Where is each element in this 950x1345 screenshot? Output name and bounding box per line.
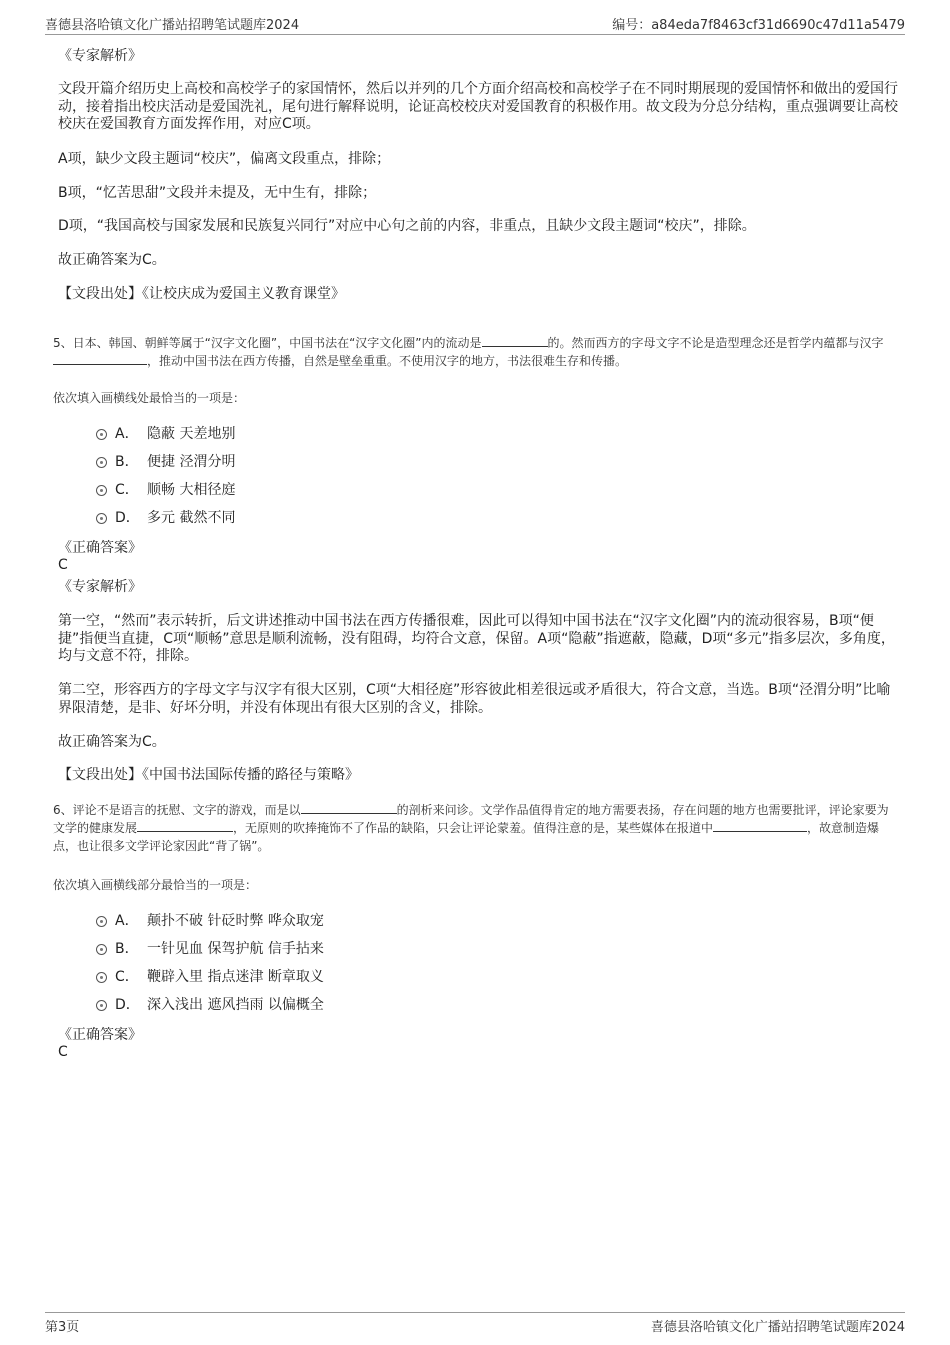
q6-text-part2: 的剖析来问诊。文学作品值得肯定的地方需要表扬，存在问题的地方也需要批评，评论家要为文学的健康发展 xyxy=(53,803,889,835)
q4-option-b-note: B项，“忆苦思甜”文段并未提及，无中生有，排除； xyxy=(58,185,377,201)
q5-conclusion: 故正确答案为C。 xyxy=(58,734,166,750)
q5-option-b[interactable] xyxy=(96,453,235,471)
radio-icon[interactable] xyxy=(96,916,107,927)
option-text: 颠扑不破 针砭时弊 哗众取宠 xyxy=(147,913,324,929)
q5-answer-heading: 《正确答案》 xyxy=(58,540,142,556)
q6-blank-2 xyxy=(137,819,233,832)
q6-option-b[interactable] xyxy=(96,940,324,958)
q6-option-a[interactable] xyxy=(96,912,324,930)
option-letter: C． xyxy=(115,482,139,498)
option-text: 一针见血 保驾护航 信手拈来 xyxy=(147,941,324,957)
option-text: 顺畅 大相径庭 xyxy=(147,482,236,498)
option-letter: C． xyxy=(115,969,139,985)
q6-option-d[interactable] xyxy=(96,996,324,1014)
q6-text-part1: 6、评论不是语言的抚慰、文字的游戏，而是以 xyxy=(53,803,301,817)
q5-option-d[interactable] xyxy=(96,509,235,527)
option-text: 深入浅出 遮风挡雨 以偏概全 xyxy=(147,997,324,1013)
q5-source: 【文段出处】《中国书法国际传播的路径与策略》 xyxy=(58,767,359,783)
q6-text-part4: ，故意制造爆点，也让很多文学评论家因此“背了锅”。 xyxy=(53,821,880,853)
q6-answer: C xyxy=(58,1044,68,1060)
option-letter: A． xyxy=(115,913,139,929)
q5-instruction: 依次填入画横线处最恰当的一项是： xyxy=(53,391,246,405)
option-letter: A． xyxy=(115,426,139,442)
q5-answer: C xyxy=(58,557,68,573)
option-letter: B． xyxy=(115,454,139,470)
q5-blank-2 xyxy=(53,352,147,365)
q4-option-a-note: A项，缺少文段主题词“校庆”，偏离文段重点，排除； xyxy=(58,151,391,167)
header-title: 喜德县洛哈镇文化广播站招聘笔试题库2024 xyxy=(45,18,300,33)
q5-blank-1 xyxy=(482,334,548,347)
option-text: 鞭辟入里 指点迷津 断章取义 xyxy=(147,969,324,985)
q4-analysis: 文段开篇介绍历史上高校和高校学子的家国情怀，然后以并列的几个方面介绍高校和高校学子在不同时期展现的爱国情怀和做出的爱国行动，接着指出校庆活动是爱国洗礼，尾句进行解释说明，论证高校校庆对爱国教育的积极作用。故文段为分总分结构，重点强调要让高校校庆在爱国教育方面发挥作用，对应C项。 xyxy=(58,81,898,132)
q6-answer-heading: 《正确答案》 xyxy=(58,1027,142,1043)
q6-instruction: 依次填入画横线部分最恰当的一项是： xyxy=(53,878,258,892)
footer-title: 喜德县洛哈镇文化广播站招聘笔试题库2024 xyxy=(650,1320,905,1335)
q5-option-a[interactable] xyxy=(96,425,235,443)
q6-blank-3 xyxy=(713,819,807,832)
q5-analysis-1: 第一空，“然而”表示转折，后文讲述推动中国书法在西方传播很难，因此可以得知中国书法在“汉字文化圈”内的流动很容易，B项“便捷”指便当直捷，C项“顺畅”意思是顺利流畅，没有阻碍，均符合文意，保留。A项“隐蔽”指遮蔽，隐藏，D项“多元”指多层次，多角度，均与文意不符，排除。 xyxy=(58,613,895,664)
q4-conclusion: 故正确答案为C。 xyxy=(58,252,166,268)
header-serial: 编号：a84eda7f8463cf31d6690c47d11a5479 xyxy=(612,18,905,33)
radio-icon[interactable] xyxy=(96,944,107,955)
page-header xyxy=(45,12,905,35)
q6-blank-1 xyxy=(301,801,397,814)
q6-option-c[interactable] xyxy=(96,968,324,986)
radio-icon[interactable] xyxy=(96,485,107,496)
q5-text-part3: ，推动中国书法在西方传播，自然是壁垒重重。不使用汉字的地方，书法很难生存和传播。 xyxy=(147,354,628,368)
q4-expert-heading: 《专家解析》 xyxy=(58,48,142,64)
page-footer xyxy=(45,1312,905,1335)
option-letter: D． xyxy=(115,510,140,526)
q5-analysis-2: 第二空，形容西方的字母文字与汉字有很大区别，C项“大相径庭”形容彼此相差很远或矛盾很大，符合文意，当选。B项“泾渭分明”比喻界限清楚，是非、好坏分明，并没有体现出有很大区别的含义，排除。 xyxy=(58,682,891,716)
q4-option-d-note: D项，“我国高校与国家发展和民族复兴同行”对应中心句之前的内容，非重点，且缺少文段主题词“校庆”，排除。 xyxy=(58,218,756,234)
option-text: 多元 截然不同 xyxy=(147,510,236,526)
q4-source: 【文段出处】《让校庆成为爱国主义教育课堂》 xyxy=(58,286,345,302)
option-letter: D． xyxy=(115,997,140,1013)
q5-text-part2: 的。然而西方的字母文字不论是造型理念还是哲学内蕴都与汉字 xyxy=(547,336,884,350)
radio-icon[interactable] xyxy=(96,972,107,983)
radio-icon[interactable] xyxy=(96,513,107,524)
q5-expert-heading: 《专家解析》 xyxy=(58,579,142,595)
option-text: 隐蔽 天差地别 xyxy=(147,426,236,442)
q5-text-part1: 5、日本、韩国、朝鲜等属于“汉字文化圈”，中国书法在“汉字文化圈”内的流动是 xyxy=(53,336,482,350)
radio-icon[interactable] xyxy=(96,1000,107,1011)
q5-question xyxy=(53,334,898,370)
q6-text-part3: ，无原则的吹捧掩饰不了作品的缺陷，只会让评论蒙羞。值得注意的是，某些媒体在报道中 xyxy=(233,821,714,835)
option-letter: B． xyxy=(115,941,139,957)
radio-icon[interactable] xyxy=(96,457,107,468)
option-text: 便捷 泾渭分明 xyxy=(147,454,236,470)
page-number: 第3页 xyxy=(45,1320,80,1335)
radio-icon[interactable] xyxy=(96,429,107,440)
q5-option-c[interactable] xyxy=(96,481,235,499)
q6-question xyxy=(53,801,898,855)
